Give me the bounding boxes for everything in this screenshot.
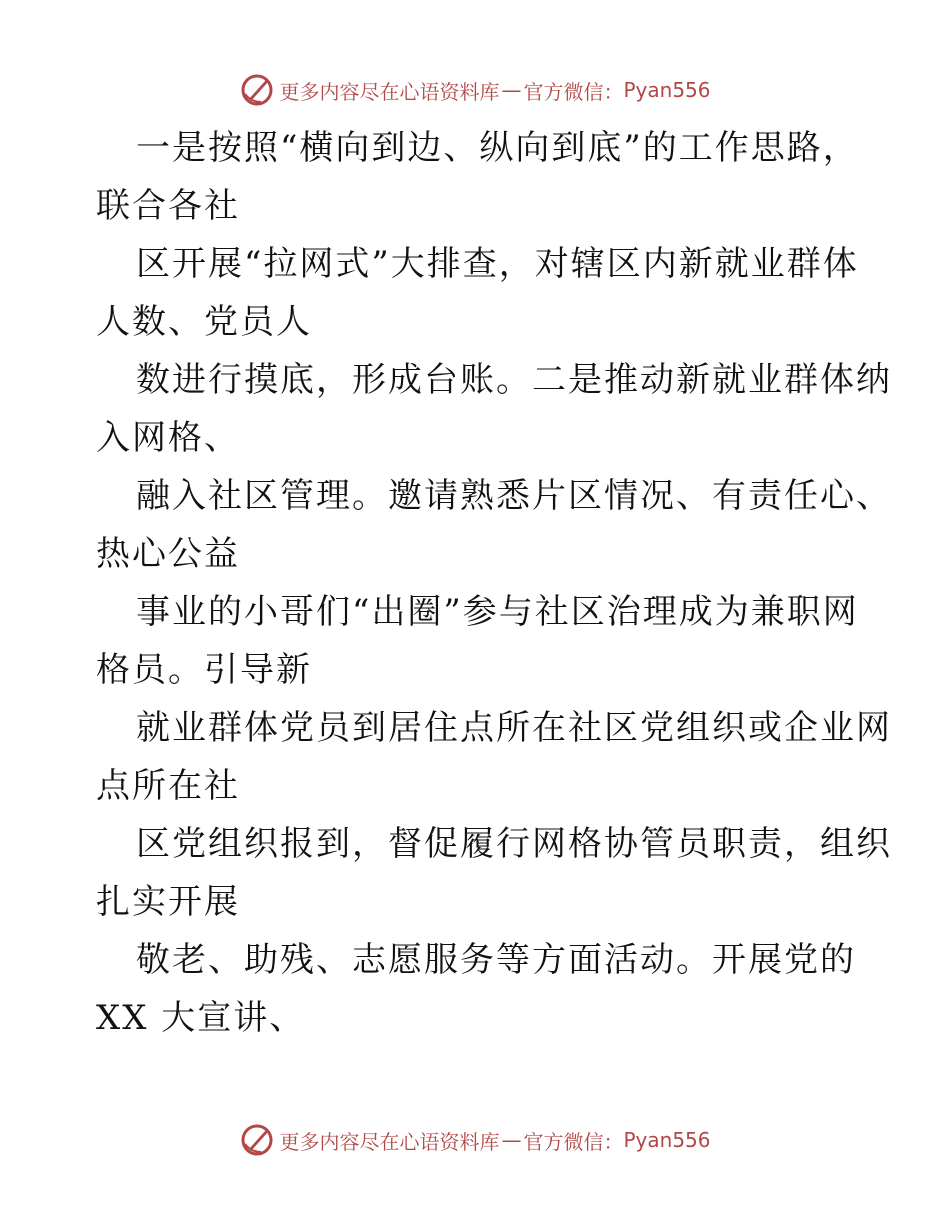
banner-site-text: 更多内容尽在心语资料库 xyxy=(279,1129,500,1154)
body-line: 人数、党员人 xyxy=(96,302,312,342)
body-line: 扎实开展 xyxy=(96,882,240,922)
body-line: 点所在社 xyxy=(96,766,240,806)
banner-wechat-label: 官方微信： xyxy=(523,1129,624,1154)
header-banner xyxy=(0,72,950,108)
banner-site-text: 更多内容尽在心语资料库 xyxy=(279,79,500,104)
body-line: XX 大宣讲、 xyxy=(96,998,306,1038)
body-line: 区党组织报到，督促履行网格协管员职责，组织 xyxy=(136,824,892,864)
body-line: 入网格、 xyxy=(96,418,240,458)
banner-separator: — xyxy=(501,1128,522,1152)
body-line: 区开展“拉网式”大排查，对辖区内新就业群体 xyxy=(136,244,859,284)
body-line: 就业群体党员到居住点所在社区党组织或企业网 xyxy=(136,708,892,748)
banner-wechat-id: Pyan556 xyxy=(623,78,711,102)
body-line: 敬老、助残、志愿服务等方面活动。开展党的 xyxy=(136,940,856,980)
quill-pen-circle-icon xyxy=(239,1122,275,1158)
body-line: 热心公益 xyxy=(96,534,240,574)
body-line: 数进行摸底，形成台账。二是推动新就业群体纳 xyxy=(136,360,892,400)
banner-separator: — xyxy=(501,78,522,102)
body-line: 事业的小哥们“出圈”参与社区治理成为兼职网 xyxy=(136,592,859,632)
body-line: 融入社区管理。邀请熟悉片区情况、有责任心、 xyxy=(136,476,892,516)
body-line: 联合各社 xyxy=(96,186,240,226)
quill-pen-circle-icon xyxy=(239,72,275,108)
body-line: 格员。引导新 xyxy=(96,650,312,690)
body-line: 一是按照“横向到边、纵向到底”的工作思路， xyxy=(136,128,859,168)
footer-banner xyxy=(0,1122,950,1158)
banner-wechat-label: 官方微信： xyxy=(523,79,624,104)
banner-wechat-id: Pyan556 xyxy=(623,1128,711,1152)
